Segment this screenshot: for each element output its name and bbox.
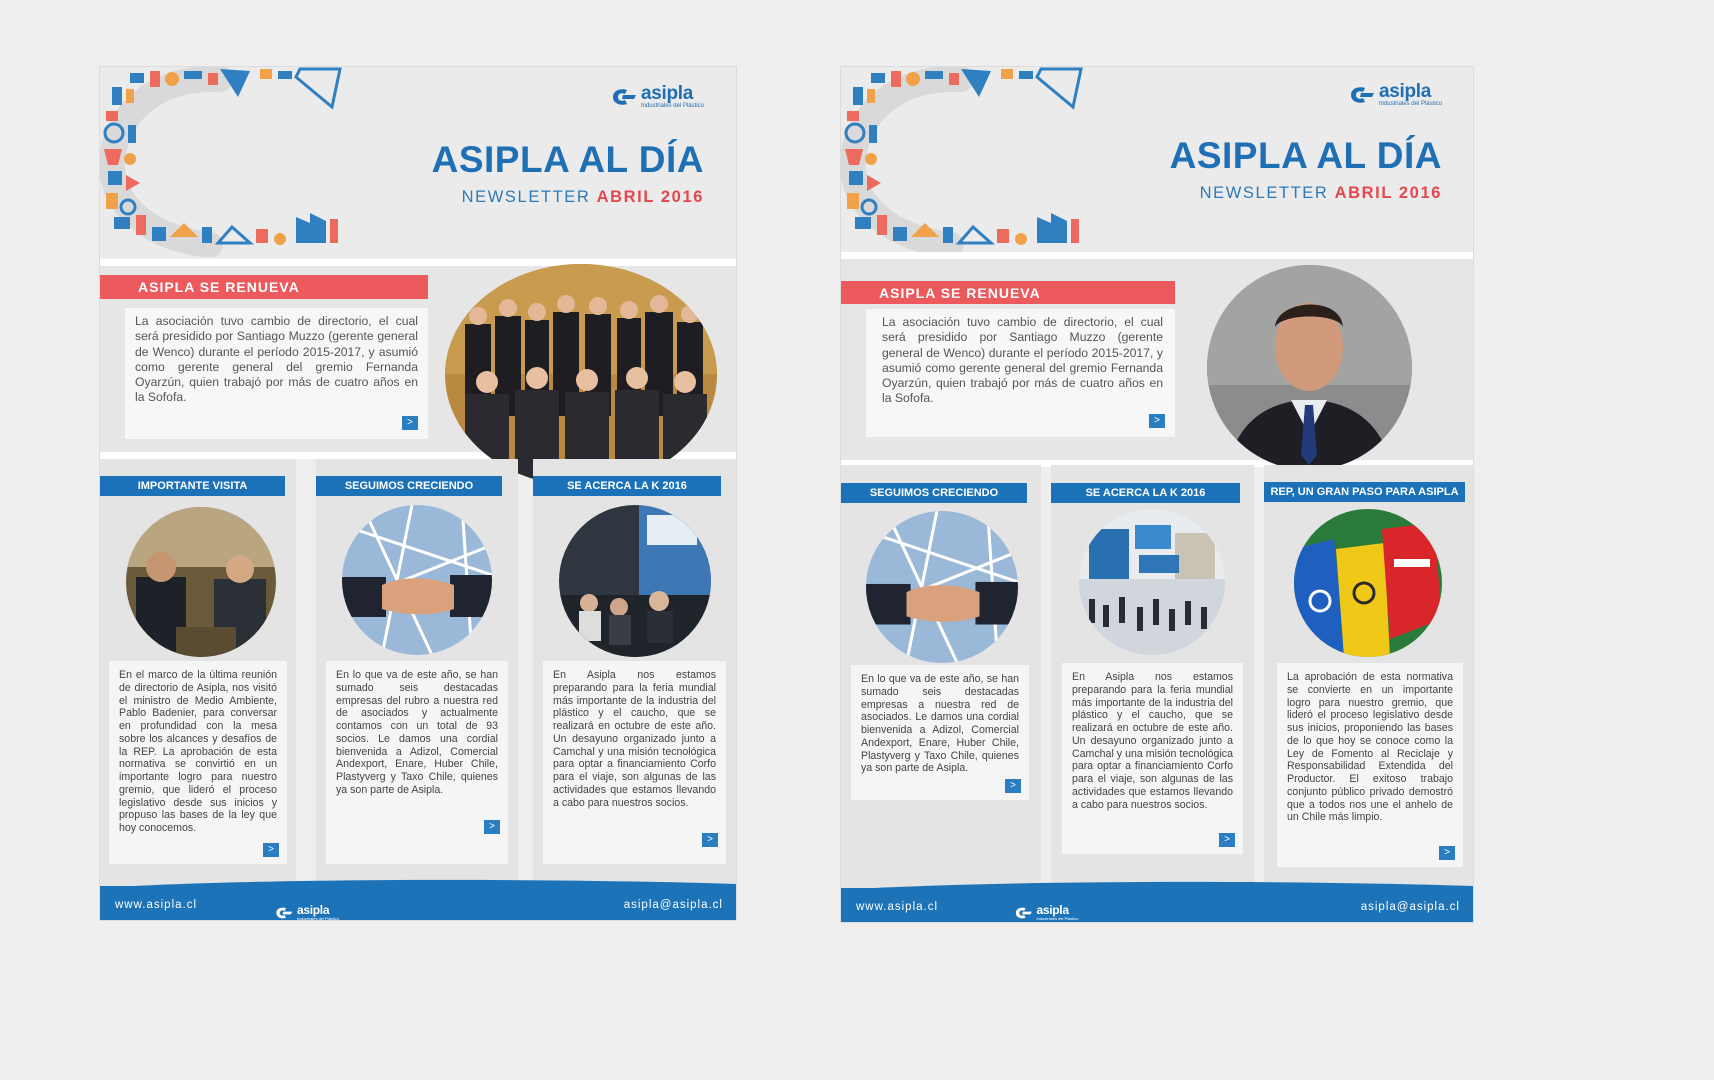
column-text-box [1062,663,1243,854]
newsletter-subtitle [1200,184,1442,203]
subtitle-date: ABRIL 2016 [596,188,704,206]
footer-wave [841,880,1473,890]
column-text-box [109,661,287,864]
asipla-logo [1349,83,1442,107]
column-text-box [1277,663,1463,867]
footer-logo [1015,904,1300,921]
logo-subtitle: Industriales del Plástico [297,916,340,920]
group-photo [445,264,717,486]
read-more-button[interactable]: > [263,843,279,857]
column-text: En lo que va de este año, se han sumado seis destacadas empresas a nuestra red de asociados. Le damos una cordial bienvenida a Adizol, Comercial Andexport, Enare, Huber Chile, Plastyverg y Taxo Chile, quienes ya son parte de Asipla. [861,673,1019,775]
newsletter-subtitle [462,188,704,207]
footer-wave [100,878,736,888]
read-more-button[interactable]: > [484,820,500,834]
read-more-button[interactable]: > [402,416,418,430]
news-column-1 [841,465,1041,888]
page-header [100,67,736,257]
column-title: IMPORTANTE VISITA [100,476,285,496]
asipla-logo-icon [275,906,293,920]
footer-website-link[interactable]: www.asipla.cl [115,899,198,911]
newsletter-page-1 [100,67,736,920]
column-text: En lo que va de este año, se han sumado seis destacadas empresas del rubro a nuestra red de asociados y actualmente contamos con un total de 93 socios. Le damos una cordial bienvenida a Adizol, Comercial Andexport, Enare, Huber Chile, Plastyverg y Taxo Chile, quienes ya son parte de Asipla. [336,669,498,796]
column-title: SE ACERCA LA K 2016 [533,476,721,496]
logo-subtitle: Industriales del Plástico [640,103,704,109]
footer-website-link[interactable]: www.asipla.cl [856,901,939,913]
portrait-photo [1207,265,1412,470]
feature-text: La asociación tuvo cambio de directorio, el cual será presidido por Santiago Muzzo (gerente general de Wenco) durante el período 2015-2017, y asumió como gerente general del gremio Fernanda Oyarzún, quien trabajó por más de cuatro años en la Sofofa. [882,315,1163,406]
newsletter-title: ASIPLA AL DÍA [431,139,704,180]
column-title: SEGUIMOS CRECIENDO [316,476,502,496]
column-text-box [326,661,508,864]
feature-text: La asociación tuvo cambio de directorio, el cual será presidido por Santiago Muzzo (gerente general de Wenco) durante el período 2015-2017, y asumió como gerente general del gremio Fernanda Oyarzún, quien trabajó por más de cuatro años en la Sofofa. [135,314,418,405]
column-title: SE ACERCA LA K 2016 [1051,483,1240,503]
fair-photo [1079,509,1225,655]
news-column-1 [100,459,296,893]
newsletter-title: ASIPLA AL DÍA [1169,135,1442,176]
logo-name: asipla [297,903,330,917]
news-column-2 [316,459,518,893]
feature-text-box [866,309,1175,437]
plastics-icons-illustration [841,67,1091,257]
footer-email-link[interactable]: asipla@asipla.cl [1360,901,1460,913]
footer-email-link[interactable]: asipla@asipla.cl [623,899,723,911]
column-text-box [543,661,726,864]
logo-name: asipla [640,83,694,104]
column-text: La aprobación de esta normativa se convierte en un importante logro para nuestro gremio, que lideró el proceso legislativo desde sus inicios, proponiendo las bases de lo que hoy se conoce como la Ley de Fomento al Reciclaje y Responsabilidad Extendida del Productor. El exitoso trabajo conjunto público privado demostró que a todos nos une el anhelo de un Chile más limpio. [1287,671,1453,824]
news-column-3 [1264,465,1473,888]
meeting-photo [126,507,276,657]
page-header [841,67,1473,253]
feature-title: ASIPLA SE RENUEVA [100,275,428,299]
asipla-logo-icon [611,87,637,107]
subtitle-label: NEWSLETTER [461,188,591,206]
handshake-photo [342,505,492,655]
logo-subtitle: Industriales del Plástico [1036,916,1079,921]
read-more-button[interactable]: > [1219,833,1235,847]
footer-logo [275,904,561,920]
logo-subtitle: Industriales del Plástico [1378,101,1442,107]
page-footer [100,886,736,920]
column-title: SEGUIMOS CRECIENDO [841,483,1027,503]
column-text-box [851,665,1029,800]
column-title: REP, UN GRAN PASO PARA ASIPLA [1264,482,1465,502]
subtitle-date: ABRIL 2016 [1334,184,1442,202]
feature-text-box [125,308,428,439]
feature-title: ASIPLA SE RENUEVA [841,281,1175,304]
asipla-logo [611,85,704,109]
recycling-bins-photo [1294,509,1442,657]
news-column-3 [533,459,736,893]
column-text: En el marco de la última reunión de directorio de Asipla, nos visitó el ministro de Medio Ambiente, Pablo Badenier, para conversar en profundidad con la mesa sobre los alcances y desafíos de la REP. La aprobación de esta normativa se convirtió en un importante logro para nuestro gremio, que lideró el proceso legislativo desde sus inicios y propuso las bases de la ley que hoy conocemos. [119,669,277,834]
column-text: En Asipla nos estamos preparando para la feria mundial más importante de la industria del plástico y el caucho, que se realizará en octubre de este año. Un desayuno organizado junto a Camchal y una misión tecnológica para optar a financiamiento Corfo para el viaje, son algunas de las actividades que estamos llevando a cabo para nuestros socios. [1072,671,1233,811]
read-more-button[interactable]: > [1439,846,1455,860]
read-more-button[interactable]: > [1149,414,1165,428]
column-text: En Asipla nos estamos preparando para la feria mundial más importante de la industria del plástico y el caucho, que se realizará en octubre de este año. Un desayuno organizado junto a Camchal y una misión tecnológica para optar a financiamiento Corfo para el viaje, son algunas de las actividades que estamos llevando a cabo para nuestros socios. [553,669,716,809]
feature-section [100,259,736,459]
newsletter-page-2 [841,67,1473,922]
conference-photo [559,505,711,657]
handshake-photo [866,511,1018,663]
asipla-logo-icon [1015,906,1033,920]
feature-section [841,252,1473,467]
plastics-icons-illustration [100,67,350,257]
read-more-button[interactable]: > [1005,779,1021,793]
subtitle-label: NEWSLETTER [1199,184,1329,202]
news-column-2 [1051,465,1254,888]
page-footer [841,888,1473,922]
read-more-button[interactable]: > [702,833,718,847]
logo-name: asipla [1036,903,1069,917]
asipla-logo-icon [1349,85,1375,105]
logo-name: asipla [1378,81,1432,102]
